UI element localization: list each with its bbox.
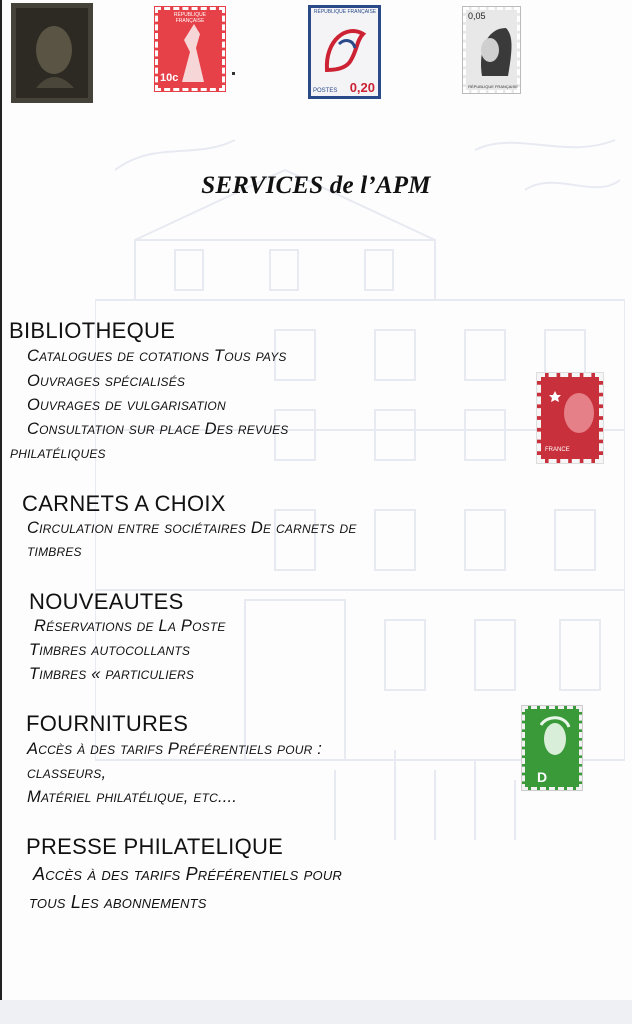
stamp-letter: D: [537, 769, 548, 785]
stamp-marianne-grey: [463, 7, 520, 93]
list-item: Accès à des tarifs Préférentiels pour: [33, 864, 342, 884]
bottom-band: [0, 1000, 632, 1024]
marianne-stars-icon: [549, 383, 599, 443]
stamp-country: FRANCE: [545, 447, 570, 453]
list-item: classeurs,: [27, 764, 107, 782]
portrait-icon: [16, 8, 88, 98]
stamp-value: 0,05: [468, 11, 486, 21]
stamp-marianne-cocteau: [308, 5, 381, 99]
stamp-top-text: RÉPUBLIQUE FRANÇAISE: [313, 9, 377, 15]
section-heading-presse: PRESSE PHILATELIQUE: [26, 834, 284, 859]
stamp-marianne-green: [522, 706, 582, 790]
list-item: Ouvrages spécialisés: [27, 372, 186, 390]
stamp-marianne-red: [537, 373, 603, 463]
list-item: Ouvrages de vulgarisation: [27, 396, 226, 414]
list-item: Accès à des tarifs Préférentiels pour :: [27, 740, 323, 758]
marianne-face-icon: [537, 715, 573, 765]
list-item: Timbres « particuliers: [29, 665, 195, 683]
stamp-value: 10c: [160, 72, 179, 84]
list-item: philatéliques: [10, 444, 106, 462]
section-heading-fournitures: FOURNITURES: [26, 711, 189, 736]
section-heading-carnets: CARNETS A CHOIX: [22, 491, 226, 516]
marianne-icon: [317, 20, 373, 76]
list-item: Matériel philatélique, etc....: [27, 788, 238, 806]
stamp-bottom-text: RÉPUBLIQUE FRANÇAISE: [468, 84, 518, 89]
list-item: Réservations de La Poste: [34, 617, 226, 635]
list-item: Timbres autocollants: [29, 641, 191, 659]
dot-mark: [232, 72, 235, 75]
stamp-portrait-black: [11, 3, 93, 103]
list-item: Catalogues de cotations Tous pays: [27, 347, 287, 365]
marianne-profile-icon: [472, 22, 516, 78]
section-heading-bibliotheque: BIBLIOTHEQUE: [9, 318, 176, 343]
stamp-sower-red: [155, 7, 225, 91]
list-item: tous Les abonnements: [29, 892, 207, 912]
list-item: Circulation entre sociétaires De carnets de: [27, 519, 357, 537]
stamp-value: 0,20: [349, 80, 375, 95]
list-item: Consultation sur place Des revues: [27, 420, 289, 438]
stamp-postes: POSTES: [313, 88, 338, 94]
page-edge: [0, 0, 2, 1000]
list-item: timbres: [27, 542, 82, 560]
page-title: SERVICES de l’APM: [201, 172, 431, 199]
stamp-top-text: RÉPUBLIQUE FRANÇAISE: [173, 12, 207, 24]
section-heading-nouveautes: NOUVEAUTES: [29, 589, 184, 614]
